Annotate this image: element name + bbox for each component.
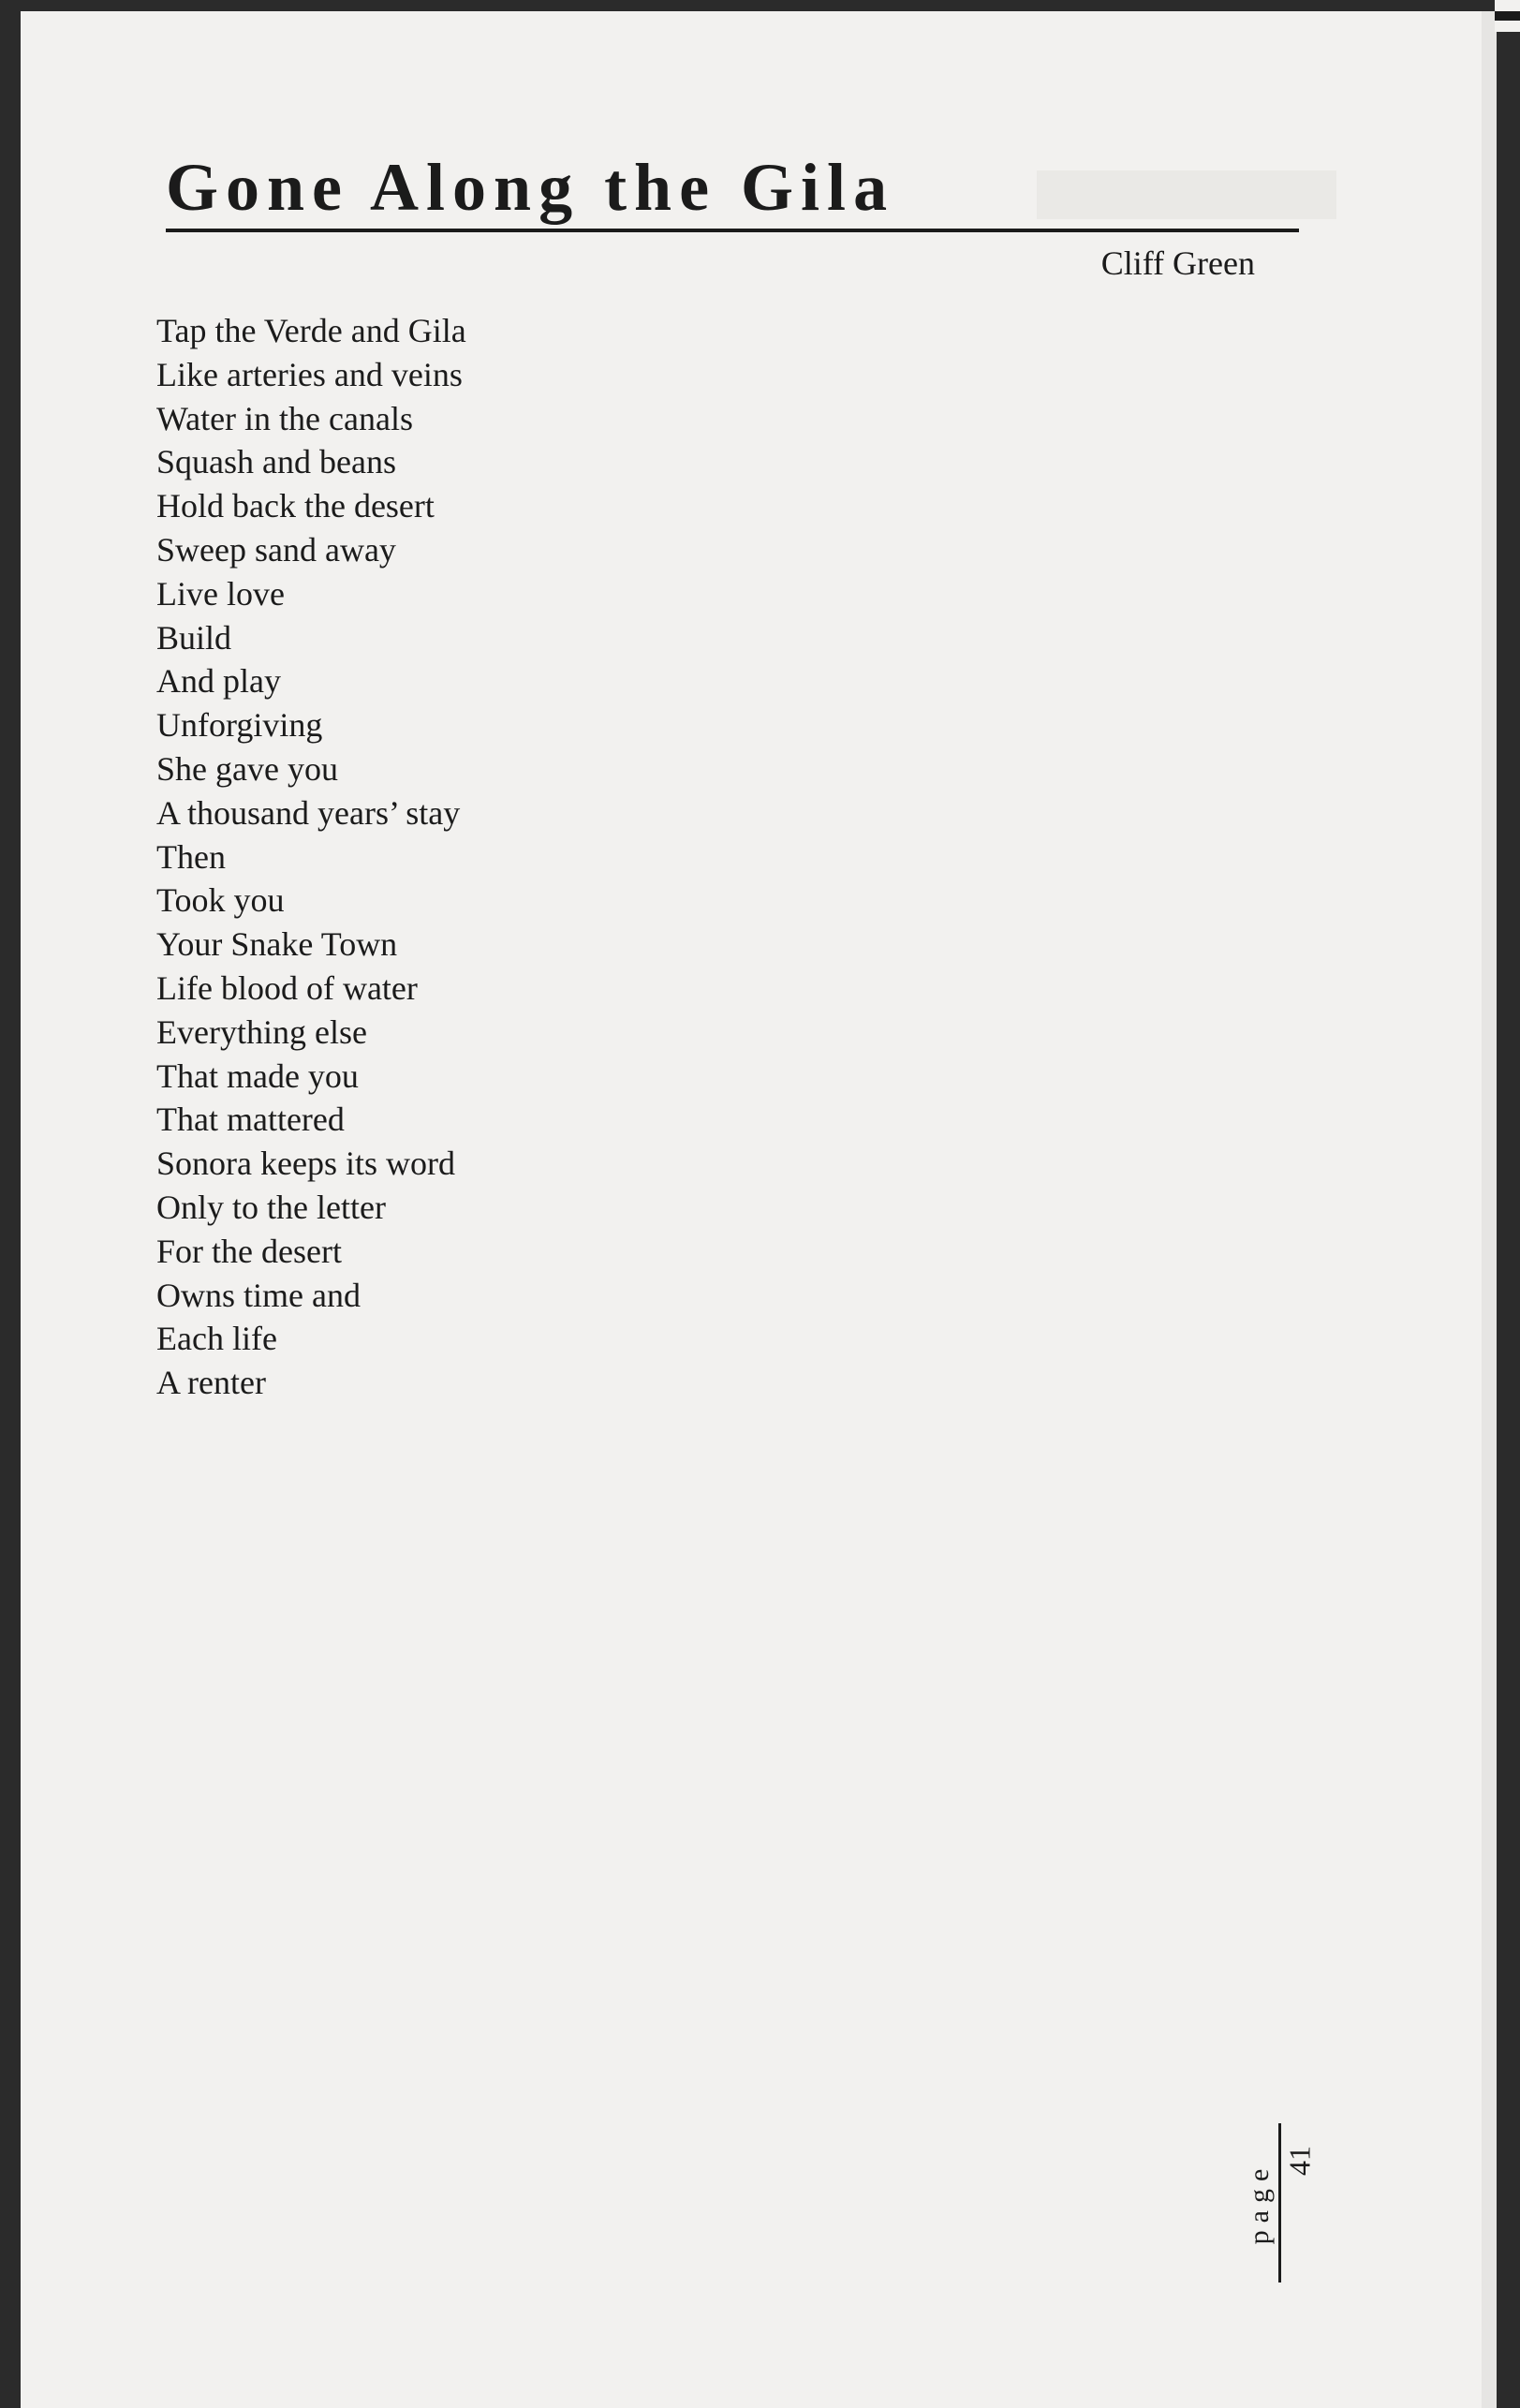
poem-line: Then: [156, 837, 226, 876]
poem-line: Squash and beans: [156, 443, 396, 481]
poem-line: A renter: [156, 1364, 266, 1402]
poem-line: Tap the Verde and Gila: [156, 312, 466, 349]
page-folio: [1237, 2123, 1317, 2282]
corner-tab: [1495, 0, 1520, 32]
poem-body: [156, 309, 466, 1405]
poem-line: Water in the canals: [156, 399, 413, 437]
poem-line: Sonora keeps its word: [156, 1145, 455, 1183]
folio-label: [1243, 2123, 1277, 2282]
poem-line: Unforgiving: [156, 706, 323, 745]
poem-line: Everything else: [156, 1012, 367, 1051]
page-number: [1284, 2123, 1316, 2198]
page-number-text: 41: [1282, 2146, 1317, 2176]
poem-line: Each life: [156, 1320, 277, 1358]
page-edge: [1482, 11, 1497, 2408]
folio-label-text: page: [1244, 2161, 1275, 2245]
poem-line: She gave you: [156, 749, 338, 788]
poem-line: Only to the letter: [156, 1188, 386, 1226]
poem-line: Sweep sand away: [156, 530, 396, 569]
poem-line: And play: [156, 662, 281, 701]
poem-line: That mattered: [156, 1101, 345, 1139]
poem-title: Gone Along the Gila: [166, 150, 895, 225]
title-rule: [166, 229, 1299, 232]
poem-line: For the desert: [156, 1232, 342, 1270]
poem-line: Owns time and: [156, 1276, 361, 1314]
poem-line: A thousand years’ stay: [156, 793, 461, 832]
poem-line: Like arteries and veins: [156, 355, 463, 393]
bleed-through-shadow: [1037, 170, 1336, 219]
poem-line: Took you: [156, 881, 285, 920]
folio-rule: [1278, 2123, 1281, 2282]
poem-line: Life blood of water: [156, 968, 418, 1007]
poem-line: That made you: [156, 1056, 359, 1095]
poem-line: Build: [156, 618, 232, 657]
page: [21, 11, 1482, 2408]
author-name: Cliff Green: [1100, 244, 1255, 282]
poem-line: Live love: [156, 574, 285, 613]
poem-line: Hold back the desert: [156, 487, 435, 525]
poem-line: Your Snake Town: [156, 925, 398, 964]
